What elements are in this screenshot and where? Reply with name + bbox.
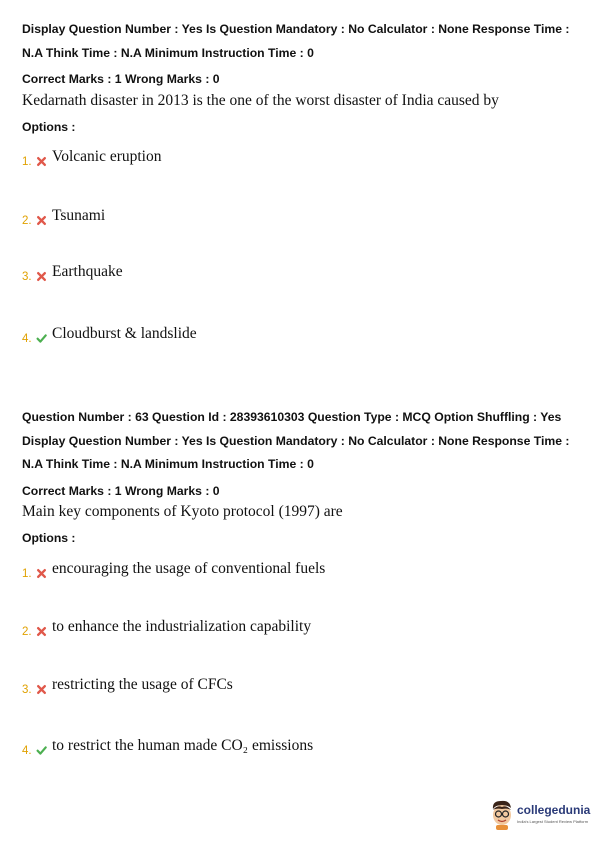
options-label: Options : — [22, 120, 76, 134]
logo-name: collegedunia — [517, 803, 591, 817]
option-number: 1. — [22, 156, 32, 168]
cross-icon — [36, 568, 47, 579]
cross-icon — [36, 271, 47, 282]
option-text: to enhance the industrialization capability — [52, 618, 312, 635]
option-number: 3. — [22, 684, 32, 696]
question-meta: Question Number : 63 Question Id : 28393610303 Question Type : MCQ Option Shuffling : Yes Display Question Number : Yes Is Question Mandatory : No Calculator : None Response Time : N.A Think Time : N.A Minimum Instruction Time : 0 — [22, 410, 570, 471]
option-text: encouraging the usage of conventional fuels — [52, 560, 326, 577]
marks-info: Correct Marks : 1 Wrong Marks : 0 — [22, 484, 220, 498]
option-number: 4. — [22, 333, 32, 345]
cross-icon — [36, 684, 47, 695]
option-number: 4. — [22, 745, 32, 757]
option-text: Tsunami — [52, 207, 106, 224]
option-text: Volcanic eruption — [52, 148, 162, 165]
option-text: Earthquake — [52, 263, 123, 280]
cross-icon — [36, 156, 47, 167]
option-number: 3. — [22, 271, 32, 283]
option-number: 1. — [22, 568, 32, 580]
cross-icon — [36, 215, 47, 226]
option-text: to restrict the human made CO₂ emissions — [52, 737, 314, 754]
question-text: Main key components of Kyoto protocol (1997) are — [22, 503, 343, 520]
logo-tagline: India's Largest Student Review Platform — [517, 819, 589, 824]
marks-info: Correct Marks : 1 Wrong Marks : 0 — [22, 72, 220, 86]
option-text: Cloudburst & landslide — [52, 325, 197, 342]
collegedunia-logo — [488, 798, 591, 832]
option-number: 2. — [22, 215, 32, 227]
question-meta: Display Question Number : Yes Is Question Mandatory : No Calculator : None Response Time : N.A Think Time : N.A Minimum Instruction Time : 0 — [22, 22, 570, 60]
question-text: Kedarnath disaster in 2013 is the one of the worst disaster of India caused by — [22, 92, 499, 109]
check-icon — [36, 745, 47, 756]
cross-icon — [36, 626, 47, 637]
option-text: restricting the usage of CFCs — [52, 676, 233, 693]
option-number: 2. — [22, 626, 32, 638]
options-label: Options : — [22, 531, 76, 545]
check-icon — [36, 333, 47, 344]
mascot-icon — [488, 798, 516, 830]
